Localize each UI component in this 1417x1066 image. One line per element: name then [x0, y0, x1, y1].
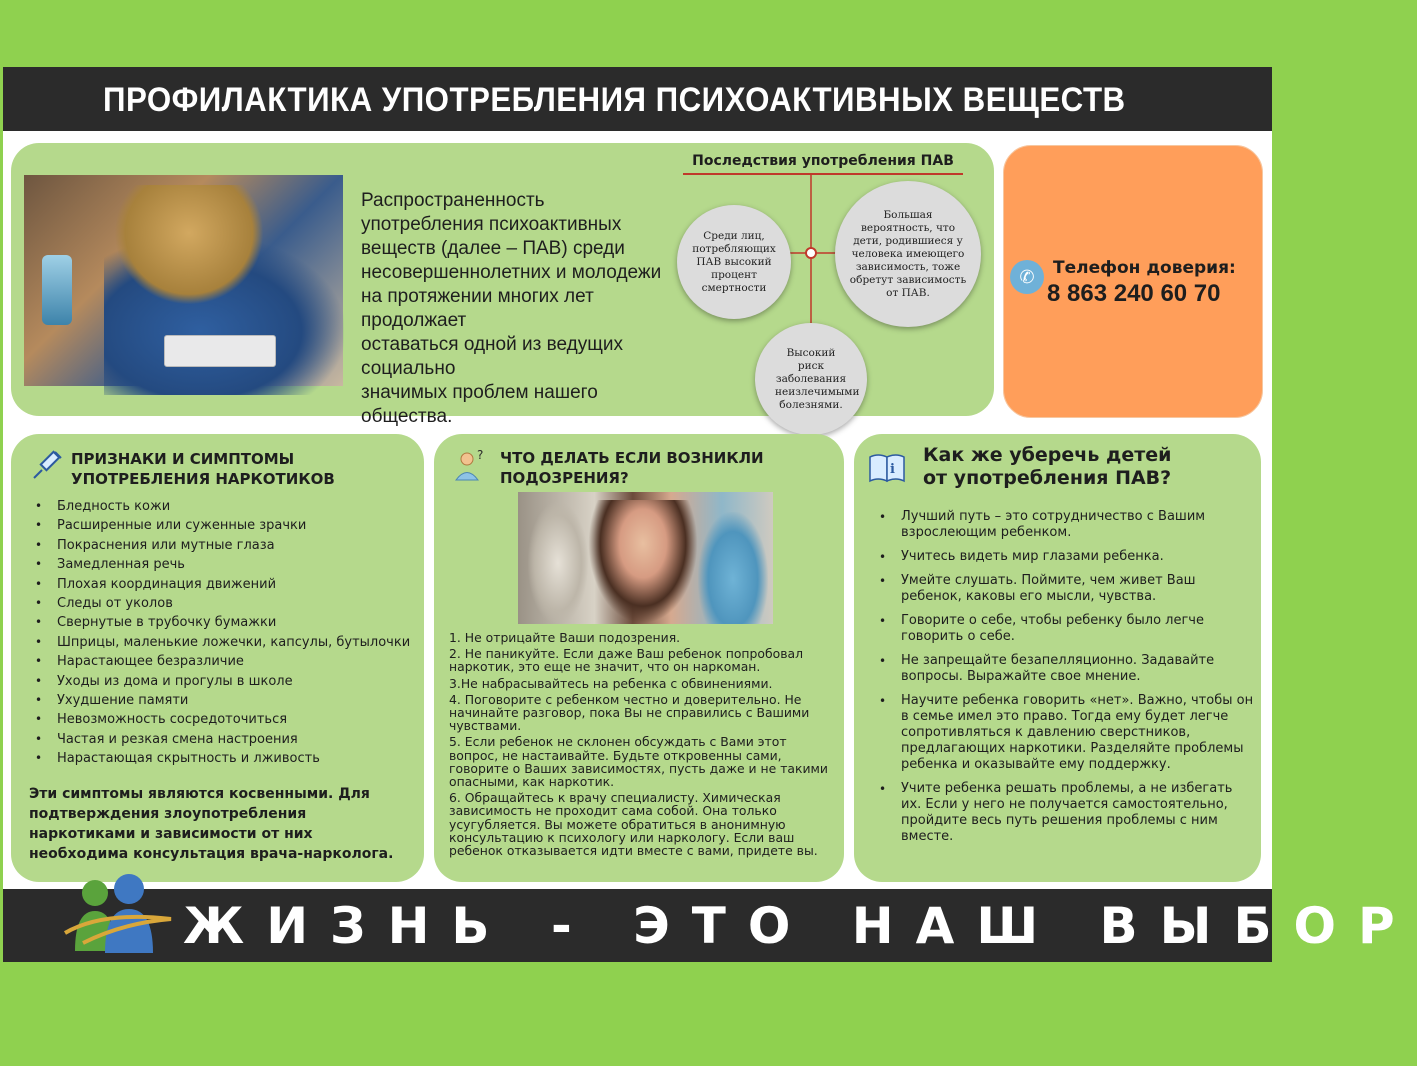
list-item: • Нарастающее безразличие	[29, 652, 419, 671]
protect-list	[873, 509, 1255, 853]
step-item: 1. Не отрицайте Ваши подозрения.	[449, 630, 681, 645]
list-item: • Ухудшение памяти	[29, 691, 419, 710]
step-item: 6. Обращайтесь к врачу специалисту. Химическая зависимость не проходит сама собой. Она только усугубляется. Вы можете обратиться в анонимную консультацию к психологу или наркологу. Если ваш ребенок отказывается идти вместе с вами, придете вы.	[449, 790, 818, 859]
list-item: • Учитесь видеть мир глазами ребенка.	[873, 549, 1255, 565]
hotline-number[interactable]: 8 863 240 60 70	[1047, 280, 1221, 307]
symptoms-list	[29, 497, 419, 769]
list-item: • Учите ребенка решать проблемы, а не избегать их. Если у него не получается самостоятельно, пройдите весь путь решения проблемы с ним вместе.	[873, 781, 1255, 845]
svg-text:i: i	[890, 462, 895, 477]
footer-slogan: ЖИЗНЬ - ЭТО НАШ ВЫБОР	[183, 897, 1417, 955]
list-item: • Частая и резкая смена настроения	[29, 730, 419, 749]
phone-icon: ✆	[1010, 260, 1044, 294]
person-question-icon	[452, 447, 488, 483]
list-item: • Научите ребенка говорить «нет». Важно, чтобы он в семье имел это право. Тогда ему будет легче сопротивляться к давлению сверстников, предлагающих наркотики. Разделяйте проблемы ребенка и оказывайте ему поддержку.	[873, 693, 1255, 773]
teen-photo	[24, 175, 343, 386]
people-logo-icon	[63, 871, 173, 961]
page-title: ПРОФИЛАКТИКА УПОТРЕБЛЕНИЯ ПСИХОАКТИВНЫХ ВЕЩЕСТВ	[103, 81, 1126, 119]
list-item: • Умейте слушать. Поймите, чем живет Ваш ребенок, каковы его мысли, чувства.	[873, 573, 1255, 605]
consequence-bubble-heredity: Большая вероятность, что дети, родившиеся у человека имеющего зависимость, тоже обретут зависимость от ПАВ.	[835, 181, 981, 327]
list-item: • Замедленная речь	[29, 555, 419, 574]
list-item: • Расширенные или суженные зрачки	[29, 516, 419, 535]
list-item: • Не запрещайте безапелляционно. Задавайте вопросы. Выражайте свое мнение.	[873, 653, 1255, 685]
step-item: 2. Не паникуйте. Если даже Ваш ребенок попробовал наркотик, это еще не значит, что он наркоман.	[449, 646, 804, 675]
svg-text:?: ?	[477, 448, 484, 462]
list-item: • Покраснения или мутные глаза	[29, 536, 419, 555]
list-item: • Свернутые в трубочку бумажки	[29, 613, 419, 632]
suspicion-steps	[449, 631, 839, 860]
list-item: • Уходы из дома и прогулы в школе	[29, 672, 419, 691]
suspicion-title: ЧТО ДЕЛАТЬ ЕСЛИ ВОЗНИКЛИ ПОДОЗРЕНИЯ?	[500, 449, 764, 487]
step-item: 5. Если ребенок не склонен обсуждать с Вами этот вопрос, не настаивайте. Будьте откровенны сами, говорите о Ваших зависимостях, пусть даже и не такими опасными, как наркотик.	[449, 734, 828, 790]
info-book-icon	[869, 449, 905, 485]
list-item: • Невозможность сосредоточиться	[29, 710, 419, 729]
list-item: • Следы от уколов	[29, 594, 419, 613]
header-bar	[3, 67, 1272, 131]
list-item: • Бледность кожи	[29, 497, 419, 516]
diagram-center-dot	[806, 248, 816, 258]
step-item: 4. Поговорите с ребенком честно и доверительно. Не начинайте разговор, пока Вы не справились с Вашими чувствами.	[449, 691, 810, 734]
step-item: 3.Не набрасывайтесь на ребенка с обвинениями.	[449, 675, 773, 691]
symptoms-note: Эти симптомы являются косвенными. Для подтверждения злоупотребления наркотиками и зависимости от них необходима консультация врача-нарколога.	[29, 786, 394, 862]
consequences-title: Последствия употребления ПАВ	[683, 153, 963, 175]
intro-text: Распространенность употребления психоактивных веществ (далее – ПАВ) среди несовершеннолетних и молодежи на протяжении многих лет продолжает оставаться одной из ведущих социально значимых проблем нашего общества.	[361, 190, 662, 427]
symptoms-title: ПРИЗНАКИ И СИМПТОМЫ УПОТРЕБЛЕНИЯ НАРКОТИКОВ	[71, 450, 335, 488]
poster	[3, 67, 1272, 962]
consequence-bubble-mortality: Среди лиц, потребляющих ПАВ высокий процент смертности	[677, 205, 791, 319]
list-item: • Плохая координация движений	[29, 575, 419, 594]
list-item: • Говорите о себе, чтобы ребенку было легче говорить о себе.	[873, 613, 1255, 645]
family-photo	[518, 492, 773, 624]
consequences-diagram	[667, 173, 987, 423]
protect-title: Как же уберечь детей от употребления ПАВ?	[923, 444, 1172, 489]
consequence-bubble-disease: Высокий риск заболевания неизлечимыми болезнями.	[755, 323, 867, 435]
list-item: • Нарастающая скрытность и лживость	[29, 749, 419, 768]
list-item: • Шприцы, маленькие ложечки, капсулы, бутылочки	[29, 633, 419, 652]
syringe-icon	[29, 447, 65, 483]
list-item: • Лучший путь – это сотрудничество с Вашим взрослеющим ребенком.	[873, 509, 1255, 541]
footer-bar	[3, 889, 1417, 962]
hotline-label: Телефон доверия:	[1053, 258, 1236, 278]
